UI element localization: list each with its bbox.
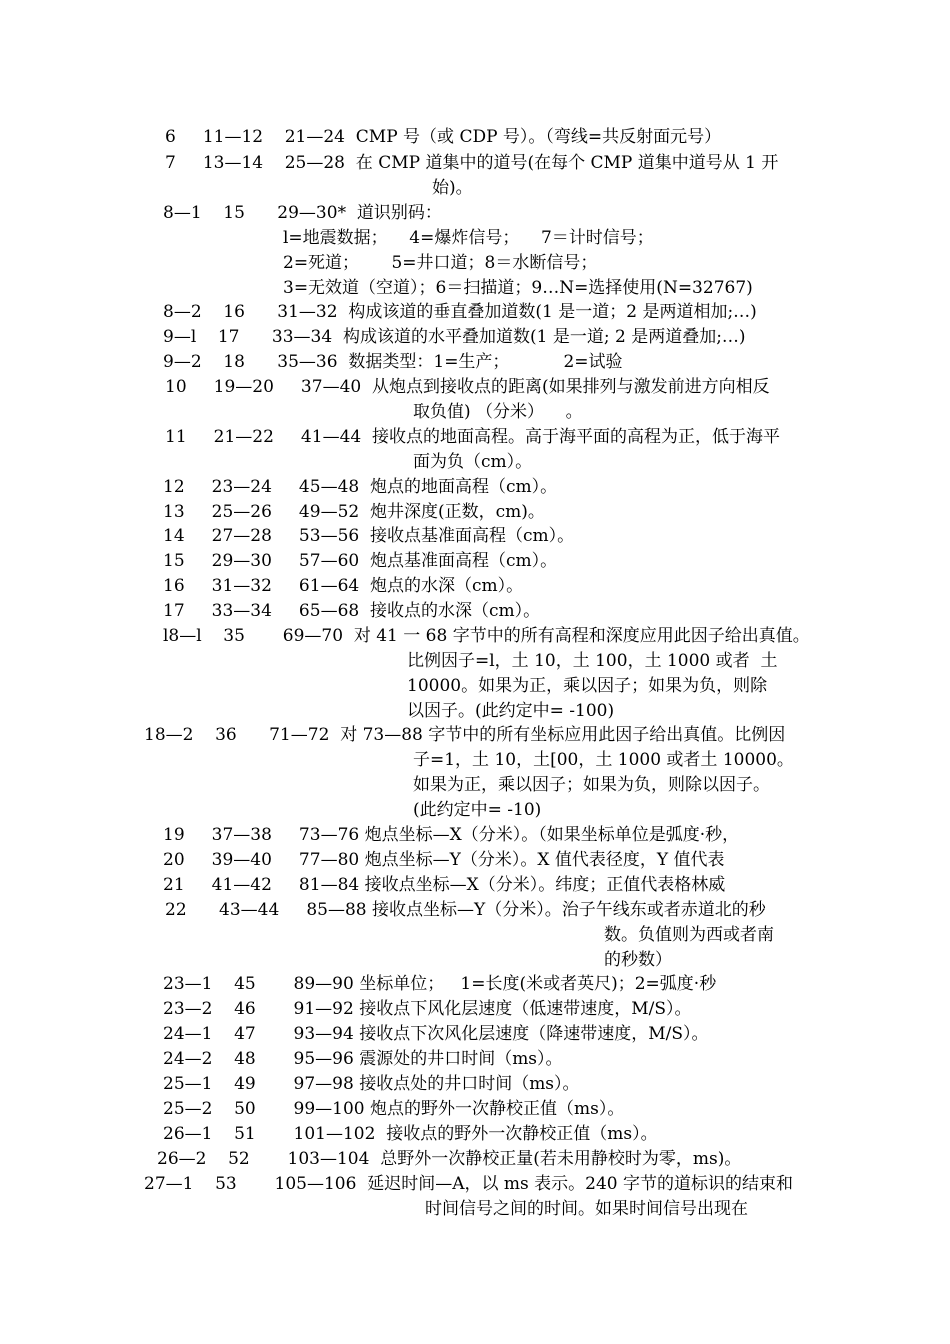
line-19: 19 37—38 73—76 炮点坐标—X（分米）。（如果坐标单位是弧度·秒，: [163, 825, 740, 845]
line-27-1-continued: 时间信号之间的时间。如果时间信号出现在: [425, 1199, 748, 1219]
line-25-1: 25—1 49 97—98 接收点处的井口时间（ms）。: [163, 1074, 580, 1094]
line-22-continued-2: 的秒数）: [604, 950, 672, 970]
line-18-2-continued-2: 如果为正，乘以因子；如果为负，则除以因子。: [413, 775, 770, 795]
line-18-1-continued-1: 比例因子=l，土 10，土 100，土 1000 或者 土: [407, 651, 778, 671]
line-7-continued: 始)。: [432, 178, 473, 198]
line-20: 20 39—40 77—80 炮点坐标—Y（分米）。X 值代表径度，Y 值代表: [163, 850, 725, 870]
line-23-2: 23—2 46 91—92 接收点下风化层速度（低速带速度，M/S）。: [163, 999, 692, 1019]
line-7: 7 13—14 25—28 在 CMP 道集中的道号(在每个 CMP 道集中道号从 1 开: [165, 153, 779, 173]
line-18-1: l8—l 35 69—70 对 41 一 68 字节中的所有高程和深度应用此因子给出真值。: [163, 626, 810, 646]
line-23-1: 23—1 45 89—90 坐标单位； 1=长度(米或者英尺)；2=弧度·秒: [163, 974, 717, 994]
line-24-1: 24—1 47 93—94 接收点下次风化层速度（降速带速度，M/S）。: [163, 1024, 709, 1044]
line-8-1-codes-1: l=地震数据； 4=爆炸信号； 7＝计时信号；: [283, 228, 654, 248]
line-9-2: 9—2 18 35—36 数据类型：1=生产； 2=试验: [163, 352, 623, 372]
line-14: 14 27—28 53—56 接收点基准面高程（cm）。: [163, 526, 575, 546]
line-26-1: 26—1 51 101—102 接收点的野外一次静校正值（ms）。: [163, 1124, 658, 1144]
line-21: 21 41—42 81—84 接收点坐标—X（分米）。纬度；正值代表格林威: [163, 875, 726, 895]
line-11-continued: 面为负（cm）。: [413, 452, 533, 472]
line-8-2: 8—2 16 31—32 构成该道的垂直叠加道数(1 是一道；2 是两道相加;…): [163, 302, 757, 322]
line-27-1: 27—1 53 105—106 延迟时间—A，以 ms 表示。240 字节的道标识的结束和: [144, 1174, 794, 1194]
line-8-1-codes-3: 3=无效道（空道）；6＝扫描道；9…N=选择使用(N=32767): [283, 278, 753, 298]
line-10-continued: 取负值) （分米） 。: [413, 402, 583, 422]
line-17: 17 33—34 65—68 接收点的水深（cm）。: [163, 601, 541, 621]
line-13: 13 25—26 49—52 炮井深度(正数，cm)。: [163, 502, 545, 522]
line-9-1: 9—l 17 33—34 构成该道的水平叠加道数(1 是一道; 2 是两道叠加;…): [163, 327, 746, 347]
line-18-1-continued-3: 以因子。(此约定中= -100): [407, 701, 615, 721]
line-10: 10 19—20 37—40 从炮点到接收点的距离(如果排列与激发前进方向相反: [165, 377, 770, 397]
line-22: 22 43—44 85—88 接收点坐标—Y（分米）。治子午线东或者赤道北的秒: [165, 900, 766, 920]
line-18-2-continued-1: 子=1，土 10，土[00，土 1000 或者土 10000。: [413, 750, 794, 770]
line-16: 16 31—32 61—64 炮点的水深（cm）。: [163, 576, 524, 596]
line-8-1: 8—1 15 29—30* 道识别码：: [163, 203, 442, 223]
line-8-1-codes-2: 2=死道； 5=井口道；8＝水断信号；: [283, 253, 598, 273]
line-25-2: 25—2 50 99—100 炮点的野外一次静校正值（ms）。: [163, 1099, 625, 1119]
line-11: 11 21—22 41—44 接收点的地面高程。高于海平面的高程为正，低于海平: [165, 427, 781, 447]
line-12: 12 23—24 45—48 炮点的地面高程（cm）。: [163, 477, 558, 497]
line-18-2-continued-3: (此约定中= -10): [413, 800, 542, 820]
line-18-1-continued-2: 10000。如果为正，乘以因子；如果为负，则除: [407, 676, 768, 696]
line-26-2: 26—2 52 103—104 总野外一次静校正量(若未用静校时为零，ms)。: [157, 1149, 742, 1169]
line-24-2: 24—2 48 95—96 震源处的井口时间（ms）。: [163, 1049, 563, 1069]
line-15: 15 29—30 57—60 炮点基准面高程（cm）。: [163, 551, 558, 571]
line-6: 6 11—12 21—24 CMP 号（或 CDP 号）。（弯线=共反射面元号）: [165, 127, 722, 147]
line-22-continued-1: 数。负值则为西或者南: [604, 925, 774, 945]
line-18-2: 18—2 36 71—72 对 73—88 字节中的所有坐标应用此因子给出真值。比例因: [144, 725, 786, 745]
